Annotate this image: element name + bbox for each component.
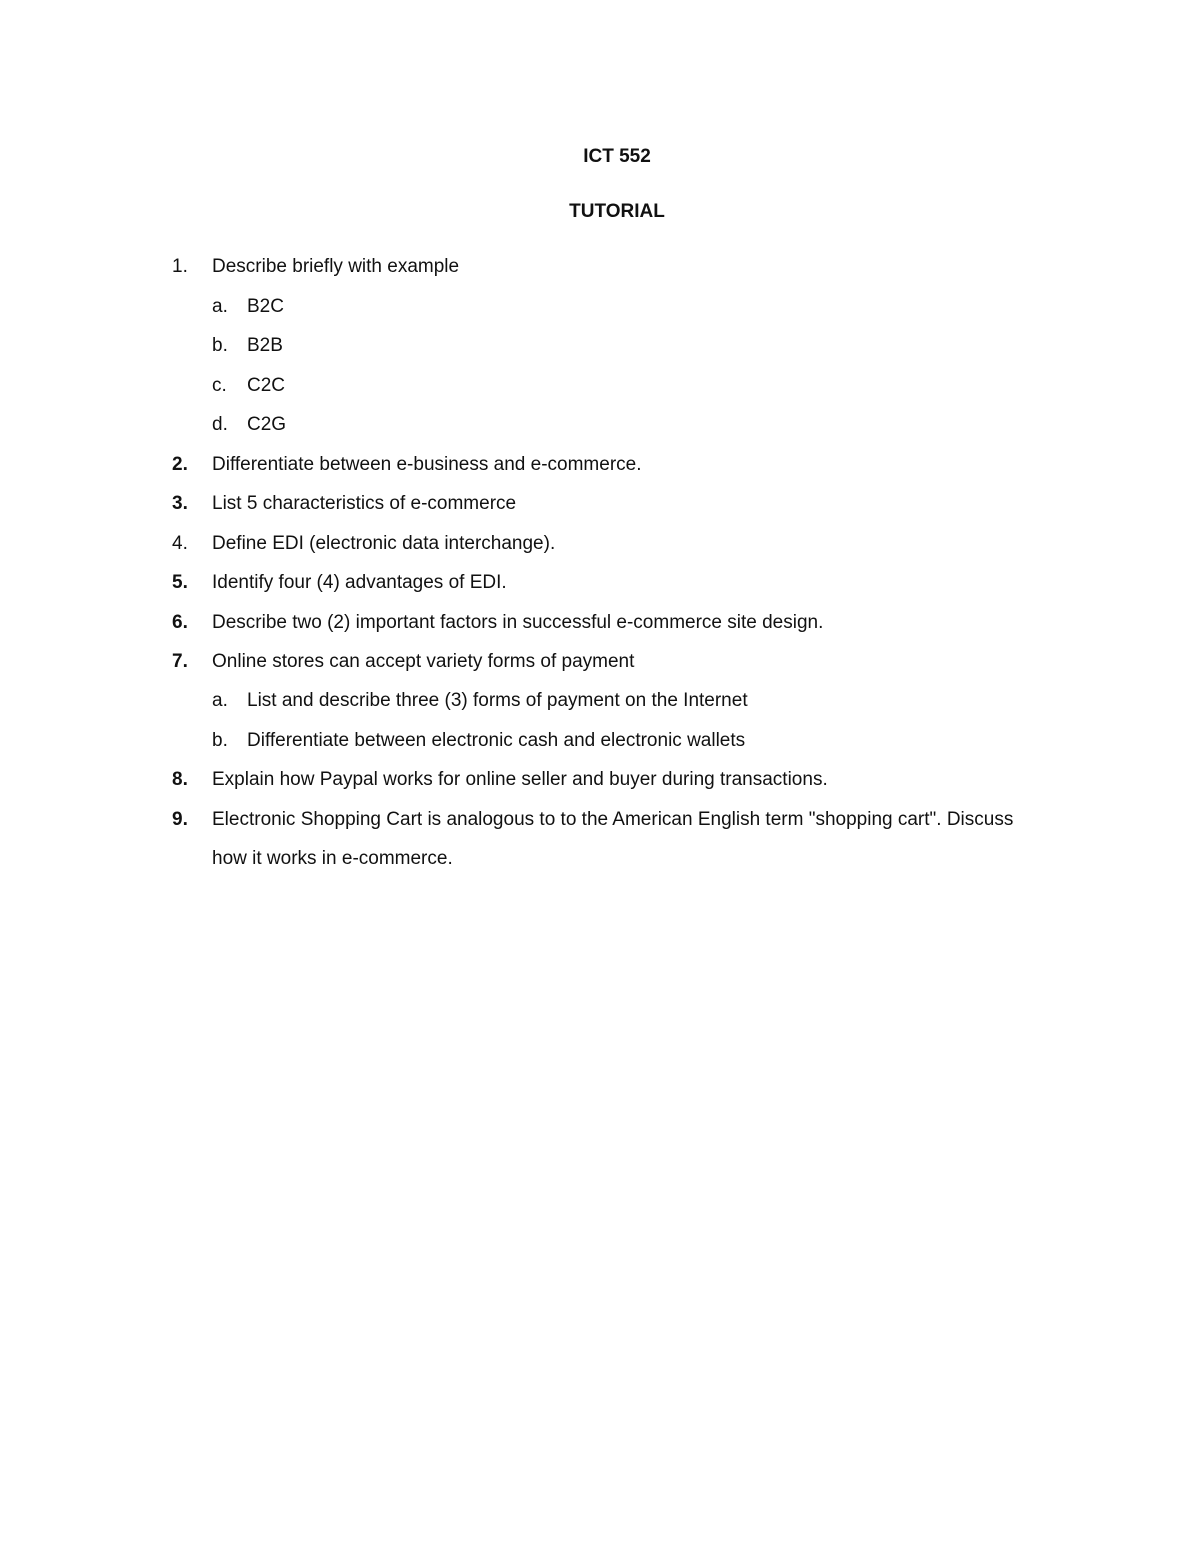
question-text: Online stores can accept variety forms of payment [212,651,635,672]
question-number: 2. [172,454,188,475]
page-title: TUTORIAL [569,201,665,222]
sub-letter: c. [212,375,227,396]
sub-text: B2C [247,296,284,317]
question-text: Define EDI (electronic data interchange). [212,533,556,554]
question-text: Explain how Paypal works for online seller and buyer during transactions. [212,769,828,790]
question-number: 9. [172,809,188,830]
question-text: Identify four (4) advantages of EDI. [212,572,507,593]
sub-text: B2B [247,335,283,356]
sub-text: C2C [247,375,286,396]
sub-text: Differentiate between electronic cash and electronic wallets [247,730,746,751]
sub-text: List and describe three (3) forms of payment on the Internet [247,690,748,711]
question-text-continued: how it works in e-commerce. [212,848,453,869]
question-number: 8. [172,769,188,790]
sub-letter: b. [212,730,228,751]
sub-letter: a. [212,296,228,317]
course-code: ICT 552 [583,146,651,167]
question-number: 7. [172,651,188,672]
question-text: Electronic Shopping Cart is analogous to to the American English term "shopping cart". Discuss [212,809,1014,830]
sub-text: C2G [247,414,287,435]
question-number: 5. [172,572,188,593]
question-number: 1. [172,256,188,277]
sub-letter: b. [212,335,228,356]
question-text: Differentiate between e-business and e-commerce. [212,454,642,475]
question-number: 4. [172,533,188,554]
question-text: Describe briefly with example [212,256,460,277]
question-text: List 5 characteristics of e-commerce [212,493,517,514]
question-number: 6. [172,612,188,633]
sub-letter: d. [212,414,228,435]
question-text: Describe two (2) important factors in successful e-commerce site design. [212,612,824,633]
sub-letter: a. [212,690,228,711]
question-number: 3. [172,493,188,514]
